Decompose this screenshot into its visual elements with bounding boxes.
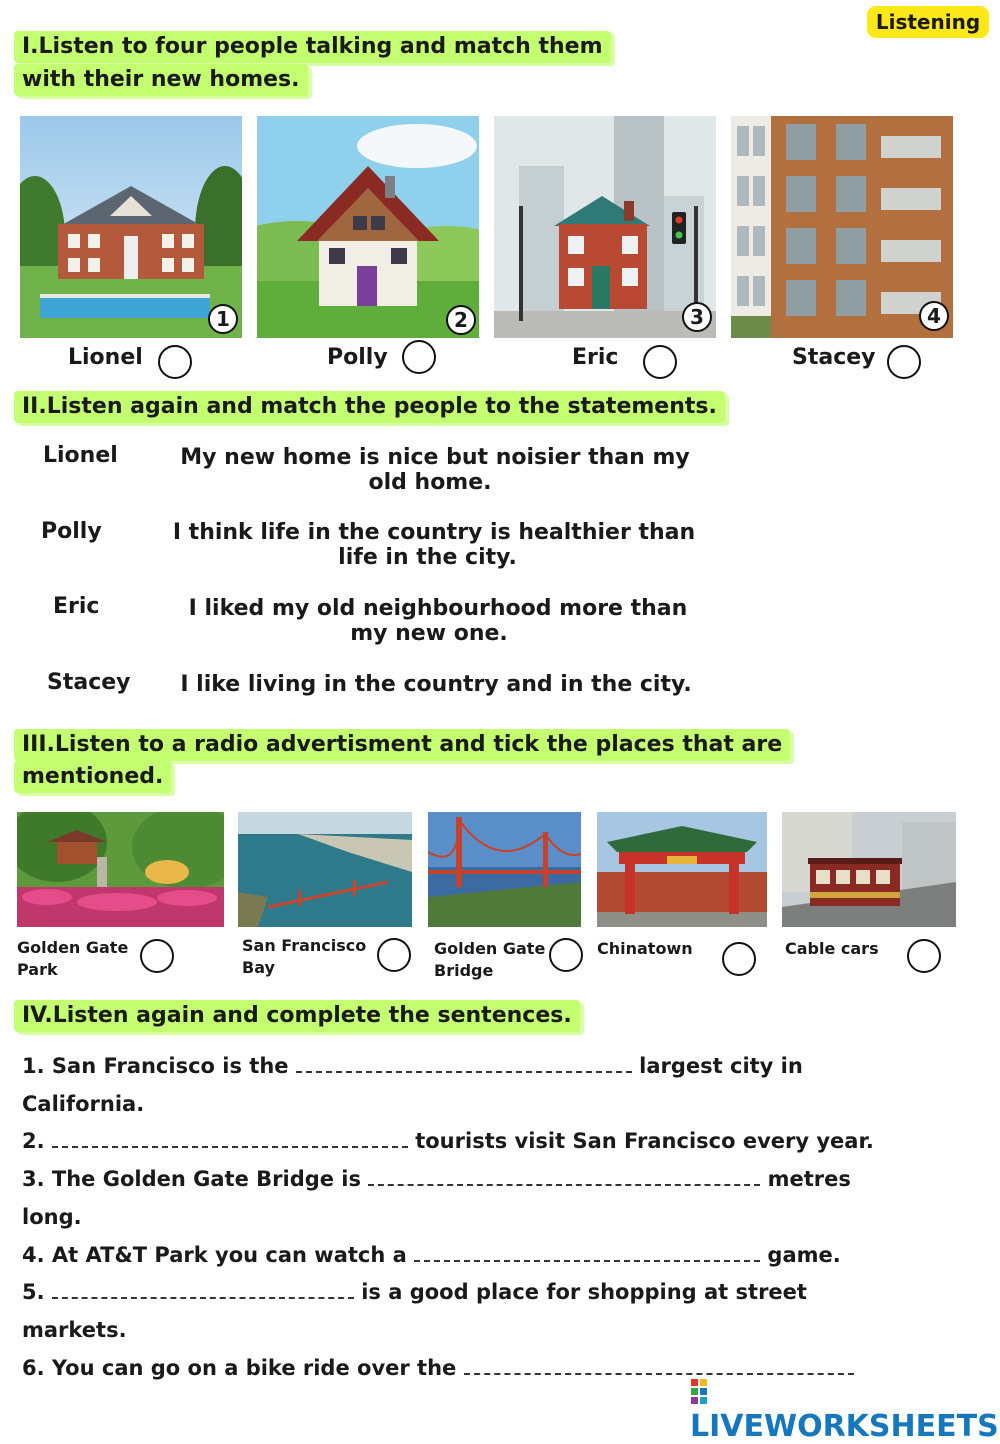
tick-circle-san-francisco-bay[interactable] — [377, 938, 411, 972]
blank-4[interactable] — [414, 1242, 760, 1262]
sentence-3 — [22, 1160, 851, 1198]
place-label-1-line2: Park — [17, 960, 58, 979]
san-francisco-bay-picture — [238, 812, 412, 927]
blank-1[interactable] — [296, 1053, 632, 1073]
answer-circle-polly[interactable] — [402, 340, 436, 374]
sentence-1-part-b: largest city in — [639, 1054, 803, 1078]
blank-5[interactable] — [52, 1279, 354, 1299]
section3-title-line1: III.Listen to a radio advertisment and tick the places that are — [14, 729, 790, 761]
person-polly[interactable]: Polly — [41, 519, 102, 544]
number-1: 1 — [208, 304, 238, 334]
place-label-3-line1: Golden Gate — [434, 939, 546, 958]
blank-6[interactable] — [464, 1355, 854, 1375]
liveworksheets-mark-icon — [690, 1377, 708, 1405]
home-name-polly: Polly — [327, 345, 388, 370]
statement-4-line1: I like living in the country and in the city. — [180, 672, 692, 697]
blank-2[interactable] — [52, 1128, 408, 1148]
listening-badge: Listening — [867, 6, 989, 38]
sentence-1-part-a: 1. San Francisco is the — [22, 1054, 289, 1078]
home-name-lionel: Lionel — [68, 345, 143, 370]
chinatown-picture — [597, 812, 767, 927]
place-label-3-line2: Bridge — [434, 961, 494, 980]
place-label-5-line1: Cable cars — [785, 939, 879, 958]
statement-4[interactable] — [150, 672, 790, 697]
sentence-2 — [22, 1122, 874, 1160]
statement-3[interactable] — [150, 596, 790, 646]
place-label-4-line1: Chinatown — [597, 939, 693, 958]
place-label-2-line1: San Francisco — [242, 936, 367, 955]
statement-2[interactable] — [150, 520, 790, 570]
sentence-5-continued: markets. — [22, 1318, 127, 1342]
sentence-2-part-a: 2. — [22, 1129, 45, 1153]
sentence-2-part-b: tourists visit San Francisco every year. — [415, 1129, 874, 1153]
section2-title: II.Listen again and match the people to the statements. — [14, 391, 725, 423]
sentence-5-part-a: 5. — [22, 1280, 45, 1304]
sentence-4-part-b: game. — [767, 1243, 841, 1267]
sentence-3-part-a: 3. The Golden Gate Bridge is — [22, 1167, 362, 1191]
section3-title-line2: mentioned. — [14, 761, 171, 793]
sentence-1 — [22, 1047, 803, 1085]
person-eric[interactable]: Eric — [53, 594, 100, 619]
place-label-chinatown — [597, 938, 693, 960]
statement-3-line2: my new one. — [350, 621, 508, 646]
liveworksheets-logo — [690, 1374, 1000, 1444]
tick-circle-chinatown[interactable] — [722, 942, 756, 976]
home-name-eric: Eric — [572, 345, 619, 370]
number-2: 2 — [446, 305, 476, 335]
sentence-3-continued: long. — [22, 1205, 82, 1229]
liveworksheets-logo-text: LIVEWORKSHEETS — [690, 1409, 999, 1444]
sentence-4-part-a: 4. At AT&T Park you can watch a — [22, 1243, 407, 1267]
section1-title-line2: with their new homes. — [14, 64, 308, 96]
sentence-6-part-a: 6. You can go on a bike ride over the — [22, 1356, 457, 1380]
person-lionel[interactable]: Lionel — [43, 443, 118, 468]
sentence-1-continued: California. — [22, 1092, 145, 1116]
place-label-golden-gate-park — [17, 937, 128, 981]
cable-cars-picture — [782, 812, 956, 927]
tick-circle-golden-gate-park[interactable] — [140, 939, 174, 973]
apartment-picture — [731, 116, 953, 338]
blank-3[interactable] — [368, 1166, 760, 1186]
number-4: 4 — [919, 301, 949, 331]
home-name-stacey: Stacey — [792, 345, 876, 370]
place-label-1-line1: Golden Gate — [17, 938, 129, 957]
sentence-5-part-b: is a good place for shopping at street — [361, 1280, 807, 1304]
place-label-golden-gate-bridge — [434, 938, 545, 982]
place-label-cable-cars — [785, 938, 879, 960]
statement-2-line2: life in the city. — [338, 545, 517, 570]
city-house-picture — [494, 116, 716, 338]
sentence-5 — [22, 1273, 807, 1311]
statement-1-line1: My new home is nice but noisier than my — [180, 445, 690, 470]
tick-circle-cable-cars[interactable] — [907, 939, 941, 973]
section4-title: IV.Listen again and complete the sentences. — [14, 1000, 580, 1032]
number-3: 3 — [682, 302, 712, 332]
answer-circle-lionel[interactable] — [158, 345, 192, 379]
sentence-3-part-b: metres — [767, 1167, 851, 1191]
section1-title-line1: I.Listen to four people talking and match them — [14, 31, 611, 63]
person-stacey[interactable]: Stacey — [47, 670, 131, 695]
statement-1[interactable] — [150, 445, 790, 495]
place-label-san-francisco-bay — [242, 935, 366, 979]
sentence-4 — [22, 1236, 841, 1274]
golden-gate-bridge-picture — [428, 812, 581, 927]
tick-circle-golden-gate-bridge[interactable] — [549, 938, 583, 972]
cottage-picture — [257, 116, 479, 338]
golden-gate-park-picture — [17, 812, 224, 927]
statement-1-line2: old home. — [368, 470, 492, 495]
answer-circle-stacey[interactable] — [887, 345, 921, 379]
mansion-picture — [20, 116, 242, 338]
statement-2-line1: I think life in the country is healthier than — [172, 520, 696, 545]
place-label-2-line2: Bay — [242, 958, 275, 977]
answer-circle-eric[interactable] — [643, 345, 677, 379]
statement-3-line1: I liked my old neighbourhood more than — [188, 596, 688, 621]
